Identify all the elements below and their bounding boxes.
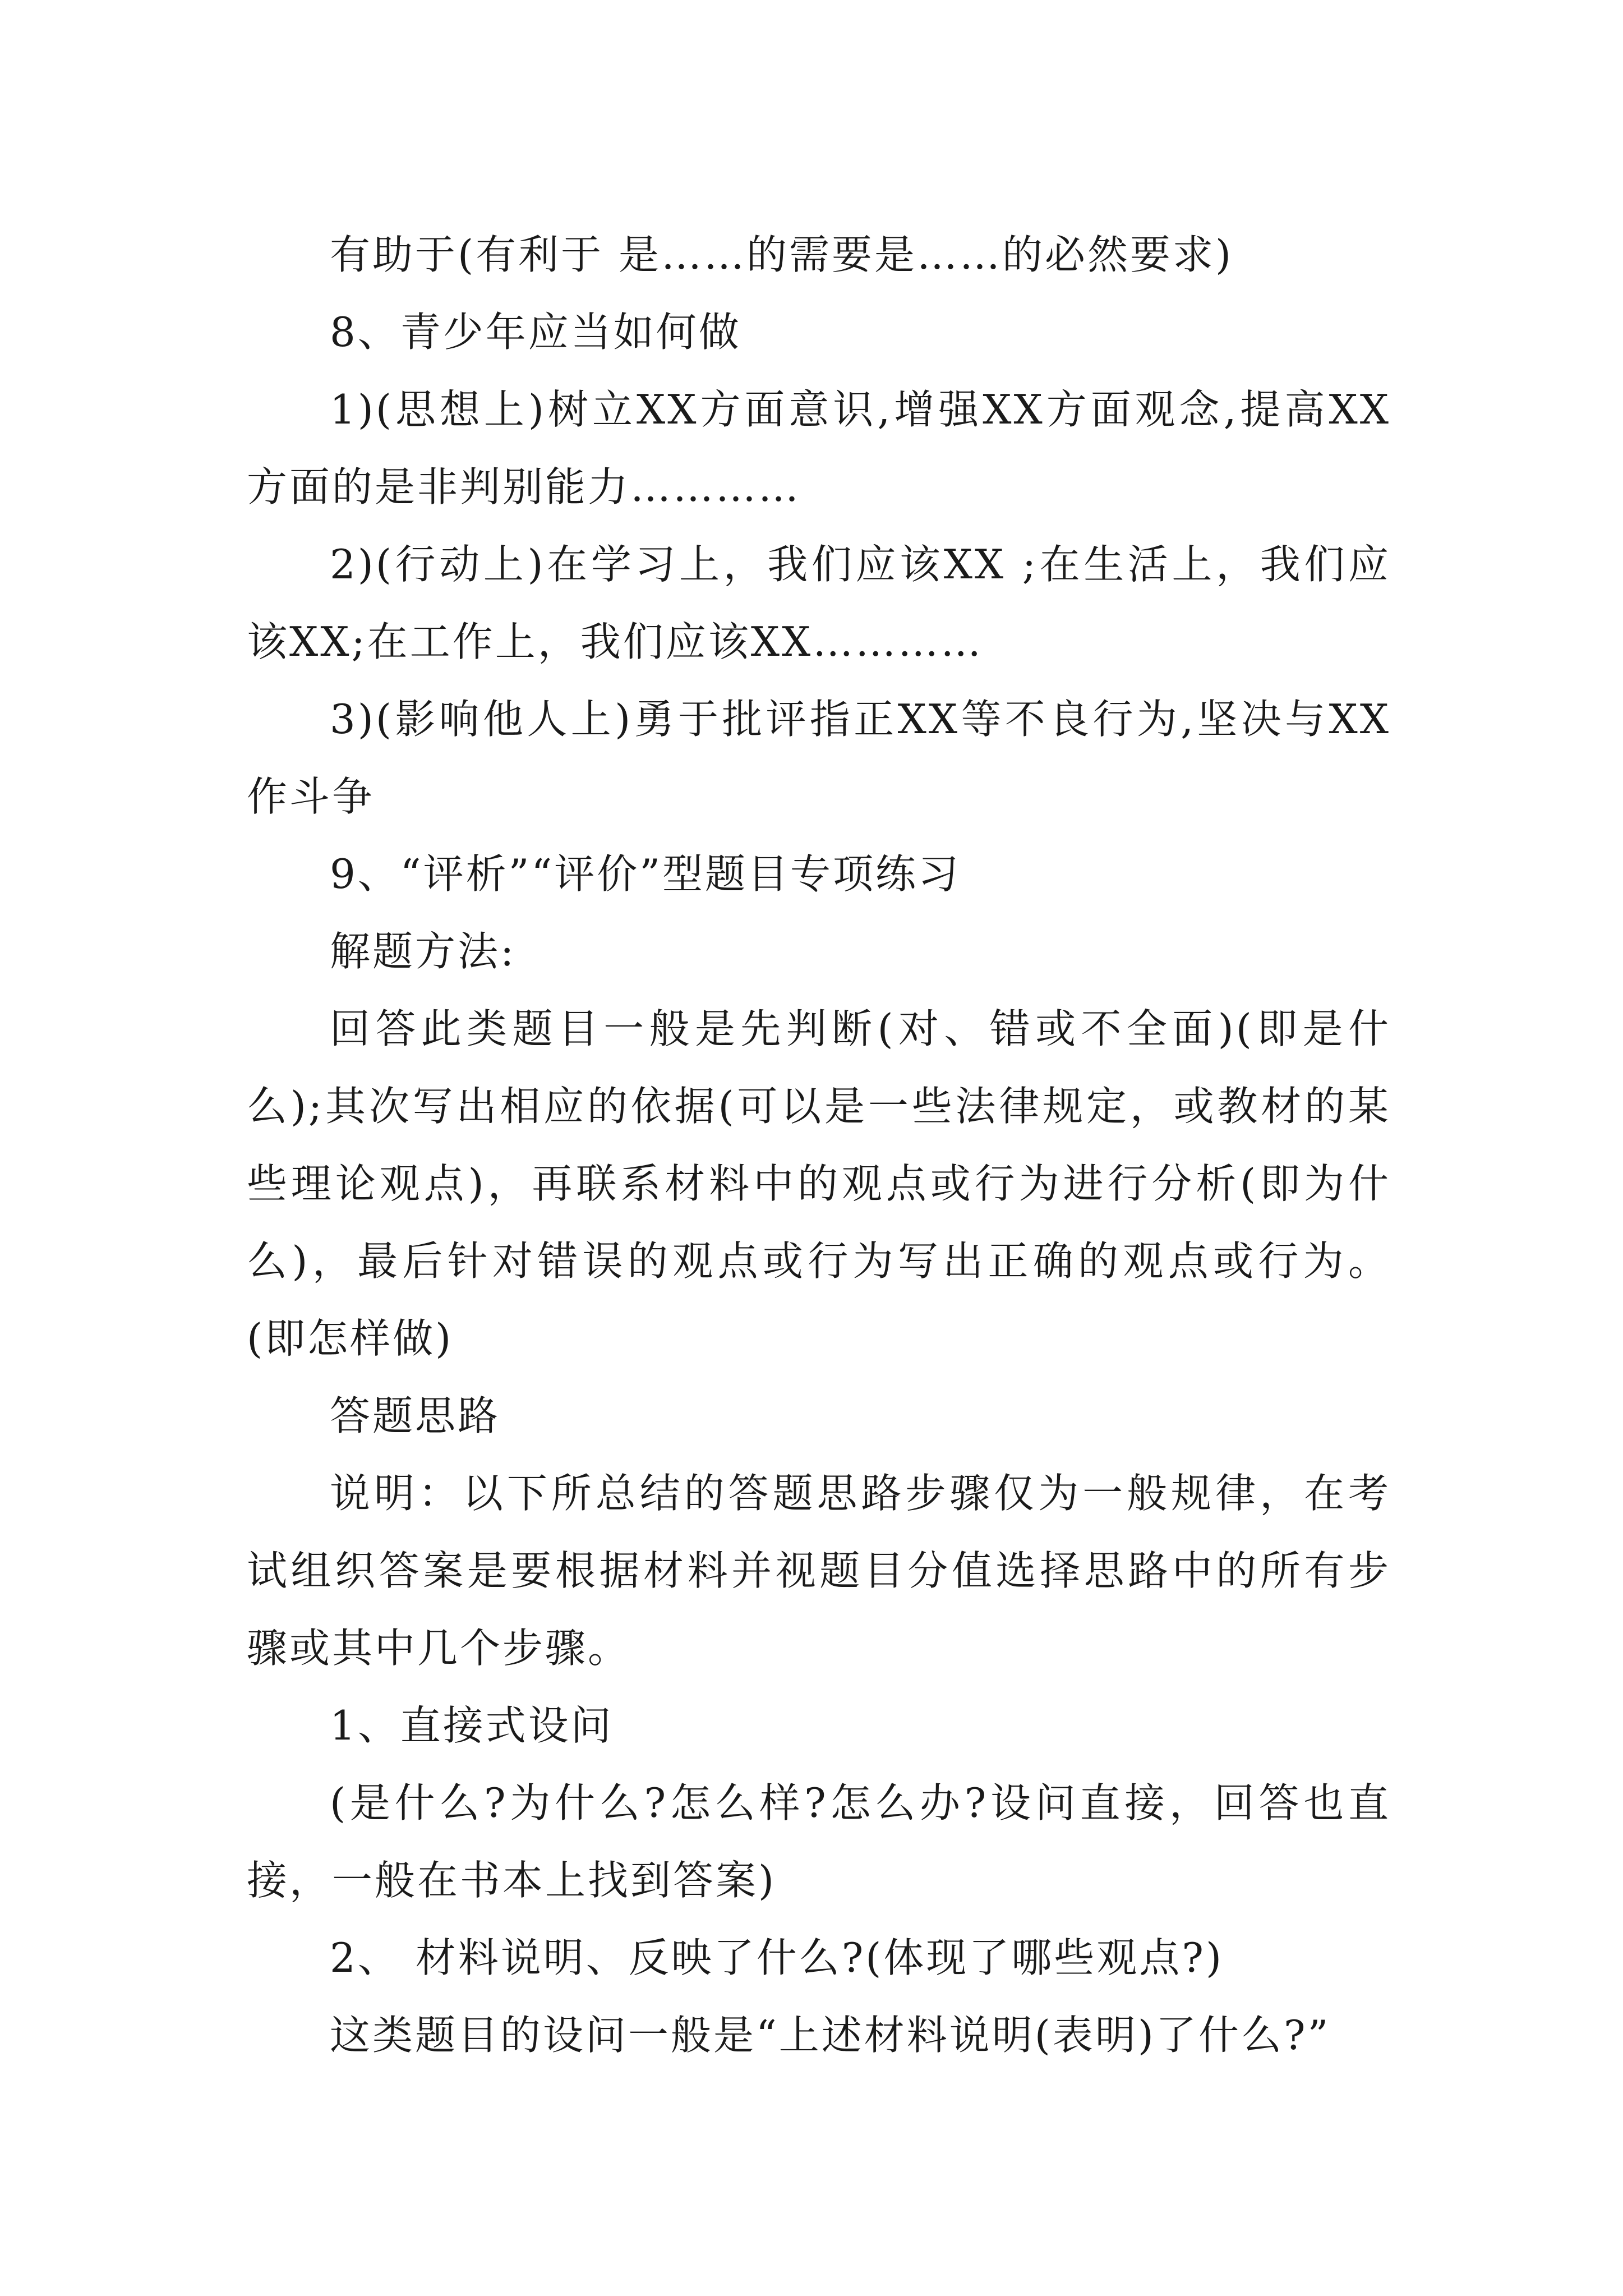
paragraph-direct-question: (是什么?为什么?怎么样?怎么办?设问直接，回答也直接，一般在书本上找到答案) [247, 1779, 1391, 1904]
heading-material-question: 2、 材料说明、反映了什么?(体现了哪些观点?) [330, 1934, 1224, 1981]
heading-method: 解题方法: [330, 928, 517, 975]
document-page [247, 216, 1391, 2074]
paragraph-item-1: 1)(思想上)树立XX方面意识,增强XX方面观念,提高XX方面的是非判别能力………… [247, 386, 1391, 510]
heading-direct-question: 1、直接式设问 [330, 1702, 614, 1749]
heading-section-8: 8、青少年应当如何做 [330, 309, 741, 356]
paragraph-note: 说明：以下所总结的答题思路步骤仅为一般规律，在考试组织答案是要根据材料并视题目分值选择思路中的所有步骤或其中几个步骤。 [247, 1470, 1391, 1672]
paragraph-material-question: 这类题目的设问一般是“上述材料说明(表明)了什么?” [330, 2012, 1331, 2059]
paragraph-item-3: 3)(影响他人上)勇于批评指正XX等不良行为,坚决与XX作斗争 [247, 696, 1391, 820]
heading-section-9: 9、“评析”“评价”型题目专项练习 [330, 850, 961, 898]
paragraph-method: 回答此类题目一般是先判断(对、错或不全面)(即是什么);其次写出相应的依据(可以是一些法律规定，或教材的某些理论观点)，再联系材料中的观点或行为进行分析(即为什么)，最后针对错误的观点或行为写出正确的观点或行为。(即怎样做) [247, 1005, 1391, 1362]
paragraph-intro: 有助于(有利于 是……的需要是……的必然要求) [330, 231, 1234, 278]
heading-approach: 答题思路 [330, 1392, 501, 1439]
paragraph-item-2: 2)(行动上)在学习上，我们应该XX ;在生活上，我们应该XX;在工作上，我们应该XX………… [247, 541, 1391, 665]
